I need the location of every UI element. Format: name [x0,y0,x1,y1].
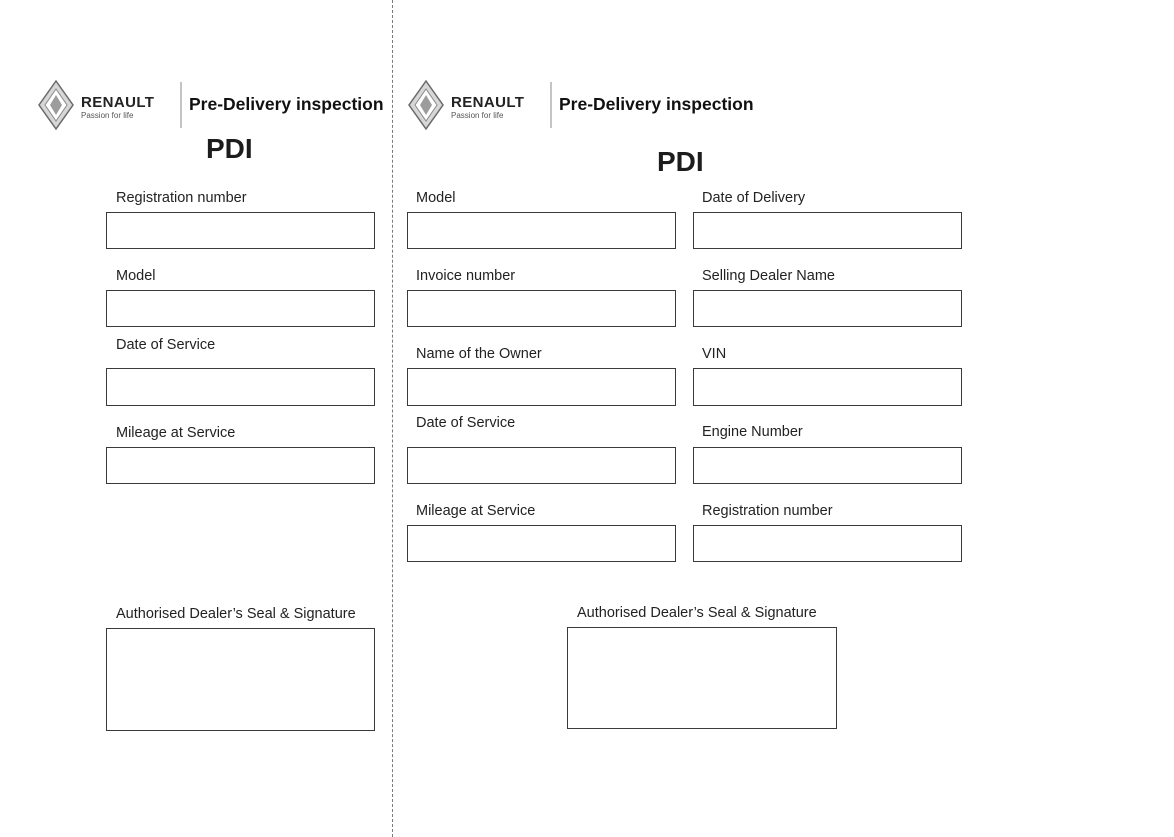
header-separator [180,82,182,128]
stub-model-field[interactable] [106,290,375,327]
stub-date-of-service-label: Date of Service [116,337,216,353]
main-date-of-service-label: Date of Service [416,415,516,431]
main-registration-number-label: Registration number [702,503,833,519]
main-selling-dealer-name-field[interactable] [693,290,962,327]
header-title: Pre-Delivery inspection [559,94,754,114]
main-date-of-service-field[interactable] [407,447,676,484]
renault-logo-icon [36,78,76,132]
brand-name: RENAULT [451,94,525,111]
main-date-of-delivery-label: Date of Delivery [702,190,806,206]
main-mileage-at-service-field[interactable] [407,525,676,562]
brand-tagline: Passion for life [451,111,504,120]
main-selling-dealer-name-label: Selling Dealer Name [702,268,835,284]
stub-mileage-at-service-field[interactable] [106,447,375,484]
main-date-of-delivery-field[interactable] [693,212,962,249]
stub-seal-signature-label: Authorised Dealer’s Seal & Signature [116,606,356,622]
stub-date-of-service-field[interactable] [106,368,375,406]
stub-seal-signature-box[interactable] [106,628,375,731]
main-owner-name-field[interactable] [407,368,676,406]
main-model-label: Model [416,190,456,206]
main-model-field[interactable] [407,212,676,249]
brand-name: RENAULT [81,94,155,111]
main-seal-signature-box[interactable] [567,627,837,729]
main-engine-number-field[interactable] [693,447,962,484]
main-owner-name-label: Name of the Owner [416,346,542,362]
stub-pdi-heading: PDI [206,133,253,164]
perforation-divider [392,0,393,837]
stub-registration-number-field[interactable] [106,212,375,249]
main-header [406,78,766,134]
main-vin-label: VIN [702,346,727,362]
main-vin-field[interactable] [693,368,962,406]
stub-mileage-at-service-label: Mileage at Service [116,425,236,441]
stub-model-label: Model [116,268,156,284]
main-invoice-number-label: Invoice number [416,268,516,284]
header-title: Pre-Delivery inspection [189,94,384,114]
main-engine-number-label: Engine Number [702,424,803,440]
header-separator [550,82,552,128]
main-mileage-at-service-label: Mileage at Service [416,503,536,519]
main-invoice-number-field[interactable] [407,290,676,327]
main-seal-signature-label: Authorised Dealer’s Seal & Signature [577,605,817,621]
brand-tagline: Passion for life [81,111,134,120]
stub-header [36,78,386,134]
main-pdi-heading: PDI [657,146,704,177]
renault-logo-icon [406,78,446,132]
main-registration-number-field[interactable] [693,525,962,562]
stub-registration-number-label: Registration number [116,190,247,206]
